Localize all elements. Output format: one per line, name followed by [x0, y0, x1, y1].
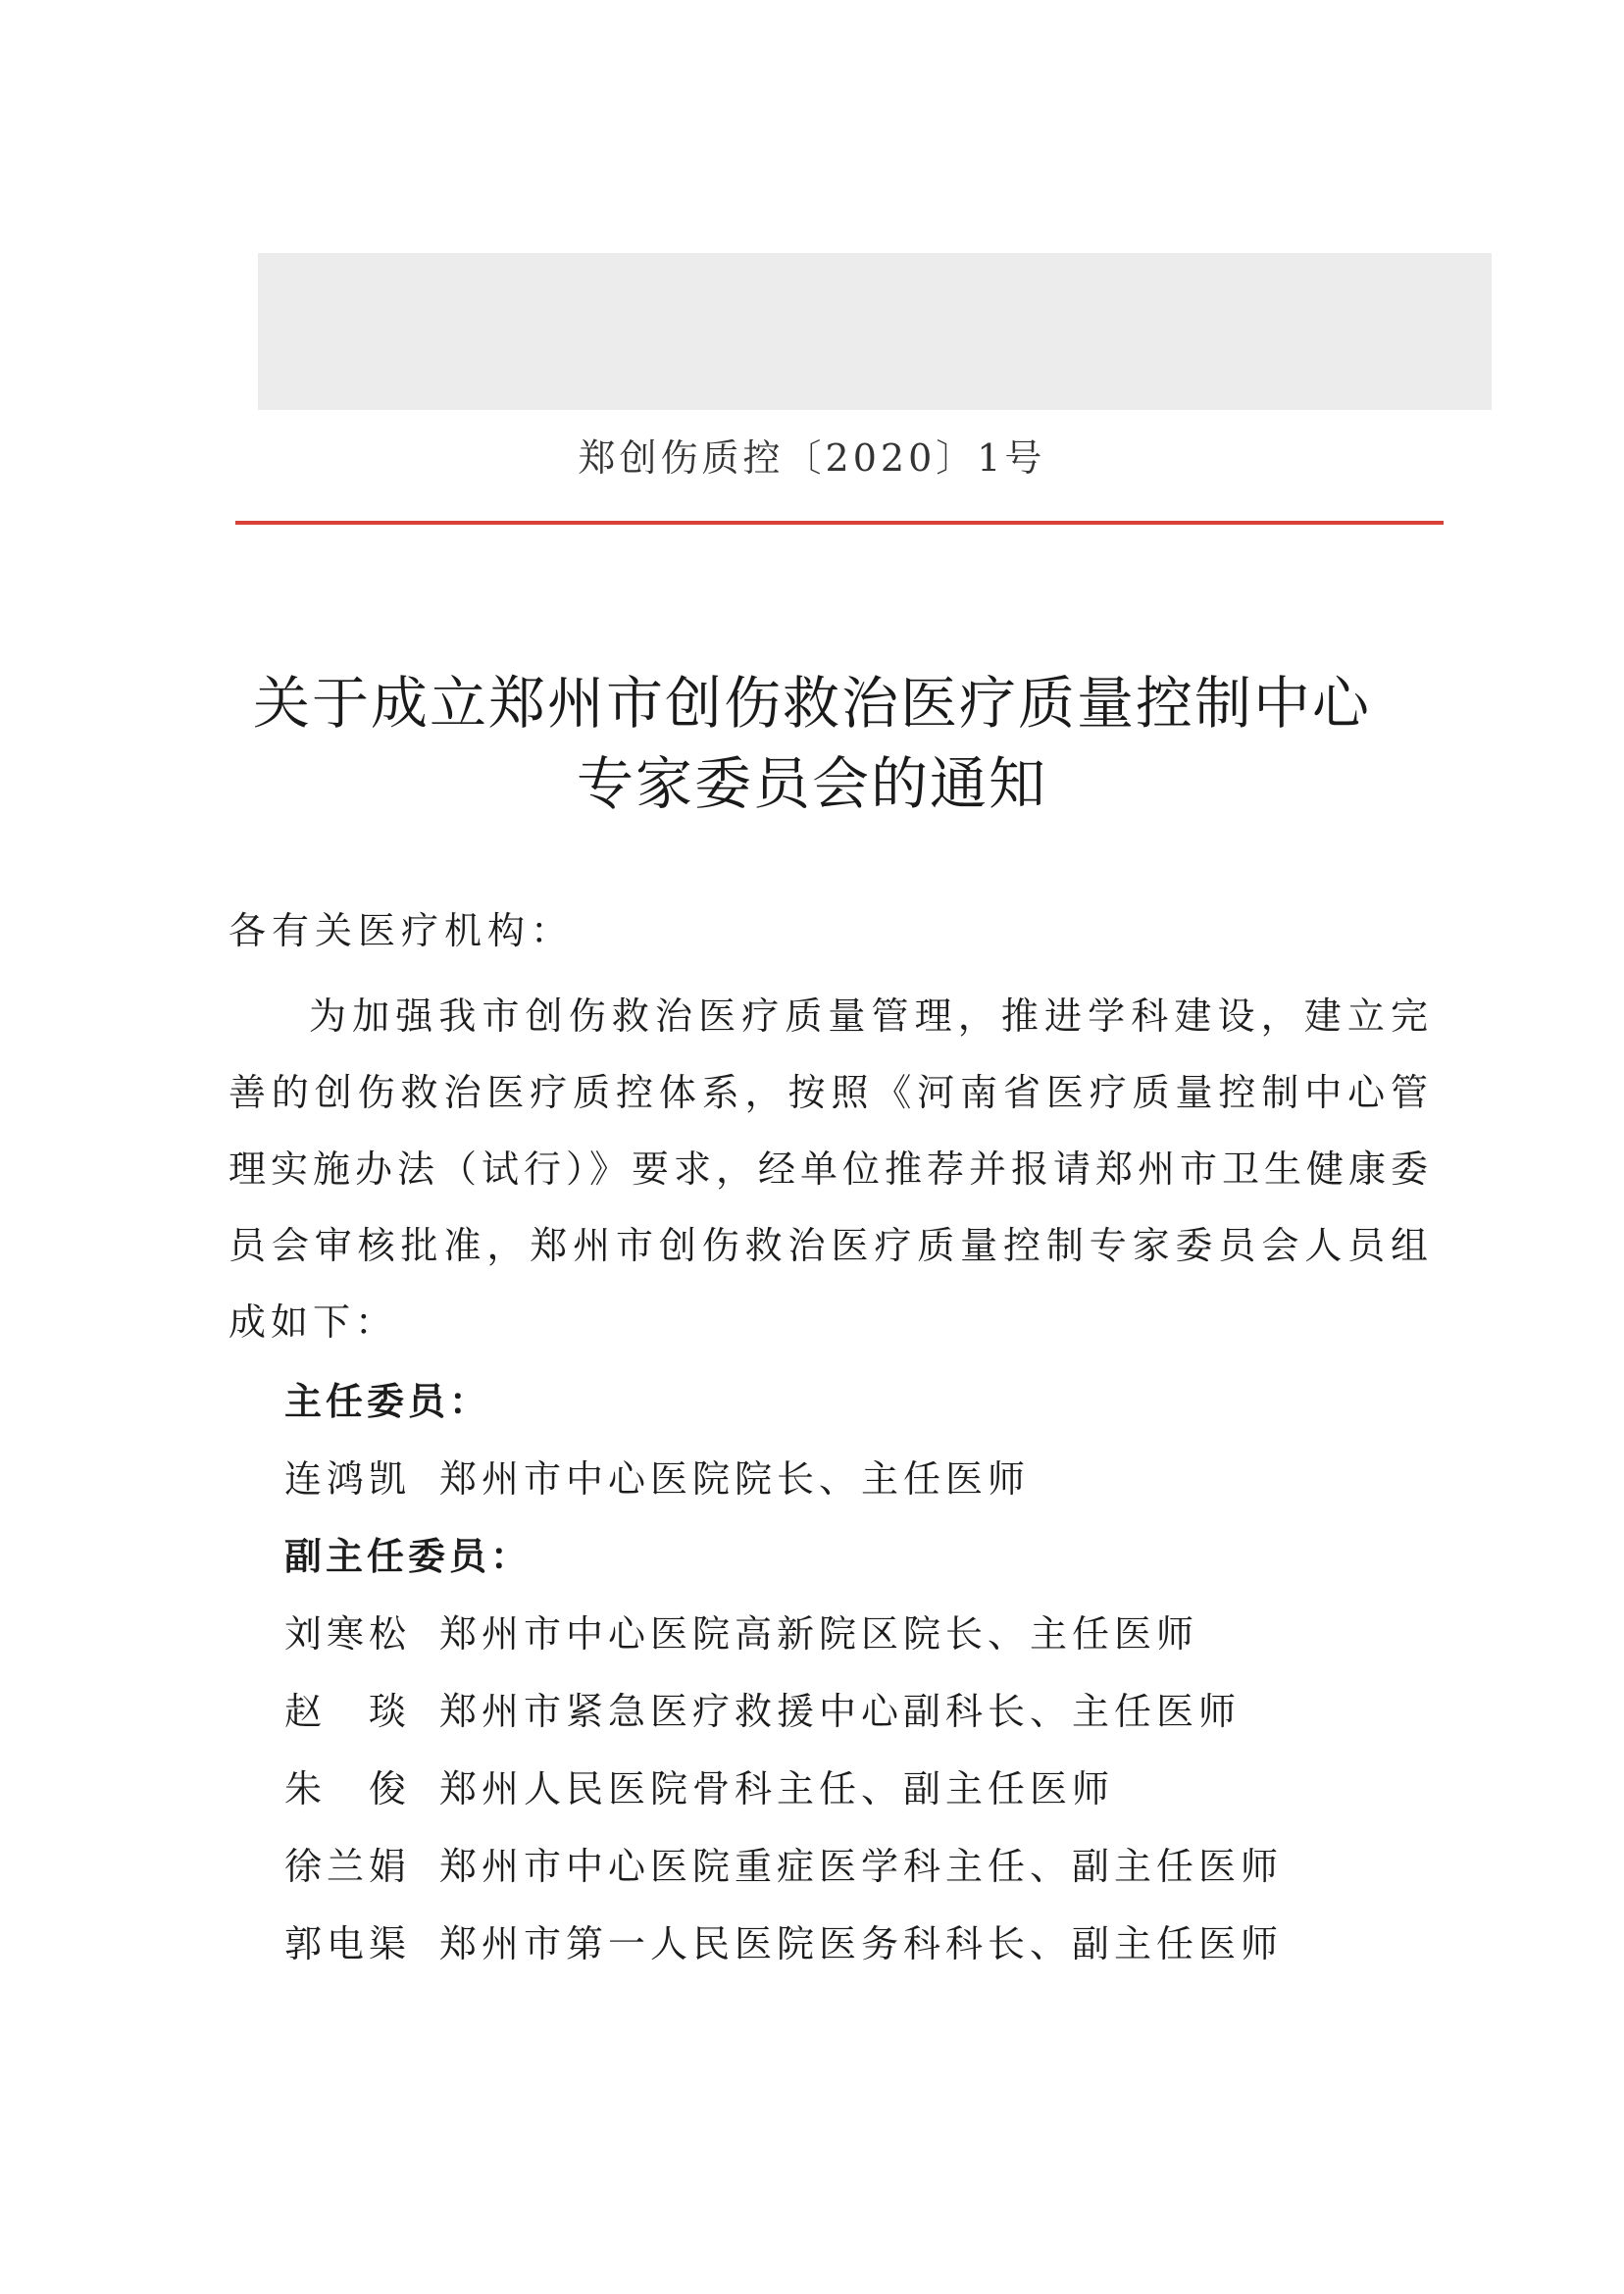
document-title-line-1: 关于成立郑州市创伤救治医疗质量控制中心 — [252, 670, 1371, 737]
document-title-line-2: 专家委员会的通知 — [576, 750, 1047, 817]
redacted-header-banner — [258, 253, 1492, 410]
member-role: 郑州市紧急医疗救援中心副科长、主任医师 — [439, 1690, 1242, 1733]
deputy-entry — [284, 1681, 1241, 1735]
director-heading: 主任委员： — [284, 1380, 491, 1423]
salutation: 各有关医疗机构： — [228, 909, 575, 952]
body-paragraph: 为加强我市创伤救治医疗质量管理，推进学科建设，建立完善的创伤救治医疗质控体系，按照《河南省医疗质量控制中心管理实施办法（试行）》要求，经单位推荐并报请郑州市卫生健康委员会审核批准，郑州市创伤救治医疗质量控制专家委员会人员组成如下： — [228, 994, 1434, 1344]
member-role: 郑州人民医院骨科主任、副主任医师 — [439, 1767, 1115, 1810]
red-divider-line — [235, 521, 1444, 525]
document-number: 郑创伤质控〔2020〕1号 — [578, 436, 1046, 480]
member-name: 刘寒松 — [284, 1612, 412, 1656]
member-role: 郑州市中心医院院长、主任医师 — [439, 1457, 1031, 1501]
deputy-heading: 副主任委员： — [284, 1535, 533, 1578]
director-entry — [284, 1449, 1030, 1503]
member-name: 徐兰娟 — [284, 1845, 412, 1888]
deputy-entry — [284, 1759, 1114, 1812]
member-role: 郑州市中心医院重症医学科主任、副主任医师 — [439, 1845, 1284, 1888]
deputy-entry — [284, 1913, 1283, 1967]
deputy-entry — [284, 1604, 1198, 1657]
member-name: 朱 俊 — [284, 1767, 412, 1810]
member-name: 连鸿凯 — [284, 1457, 412, 1501]
deputy-entry — [284, 1836, 1283, 1890]
member-role: 郑州市中心医院高新院区院长、主任医师 — [439, 1612, 1199, 1656]
member-name: 赵 琰 — [284, 1690, 412, 1733]
member-name: 郭电渠 — [284, 1922, 412, 1965]
member-role: 郑州市第一人民医院医务科科长、副主任医师 — [439, 1922, 1284, 1965]
